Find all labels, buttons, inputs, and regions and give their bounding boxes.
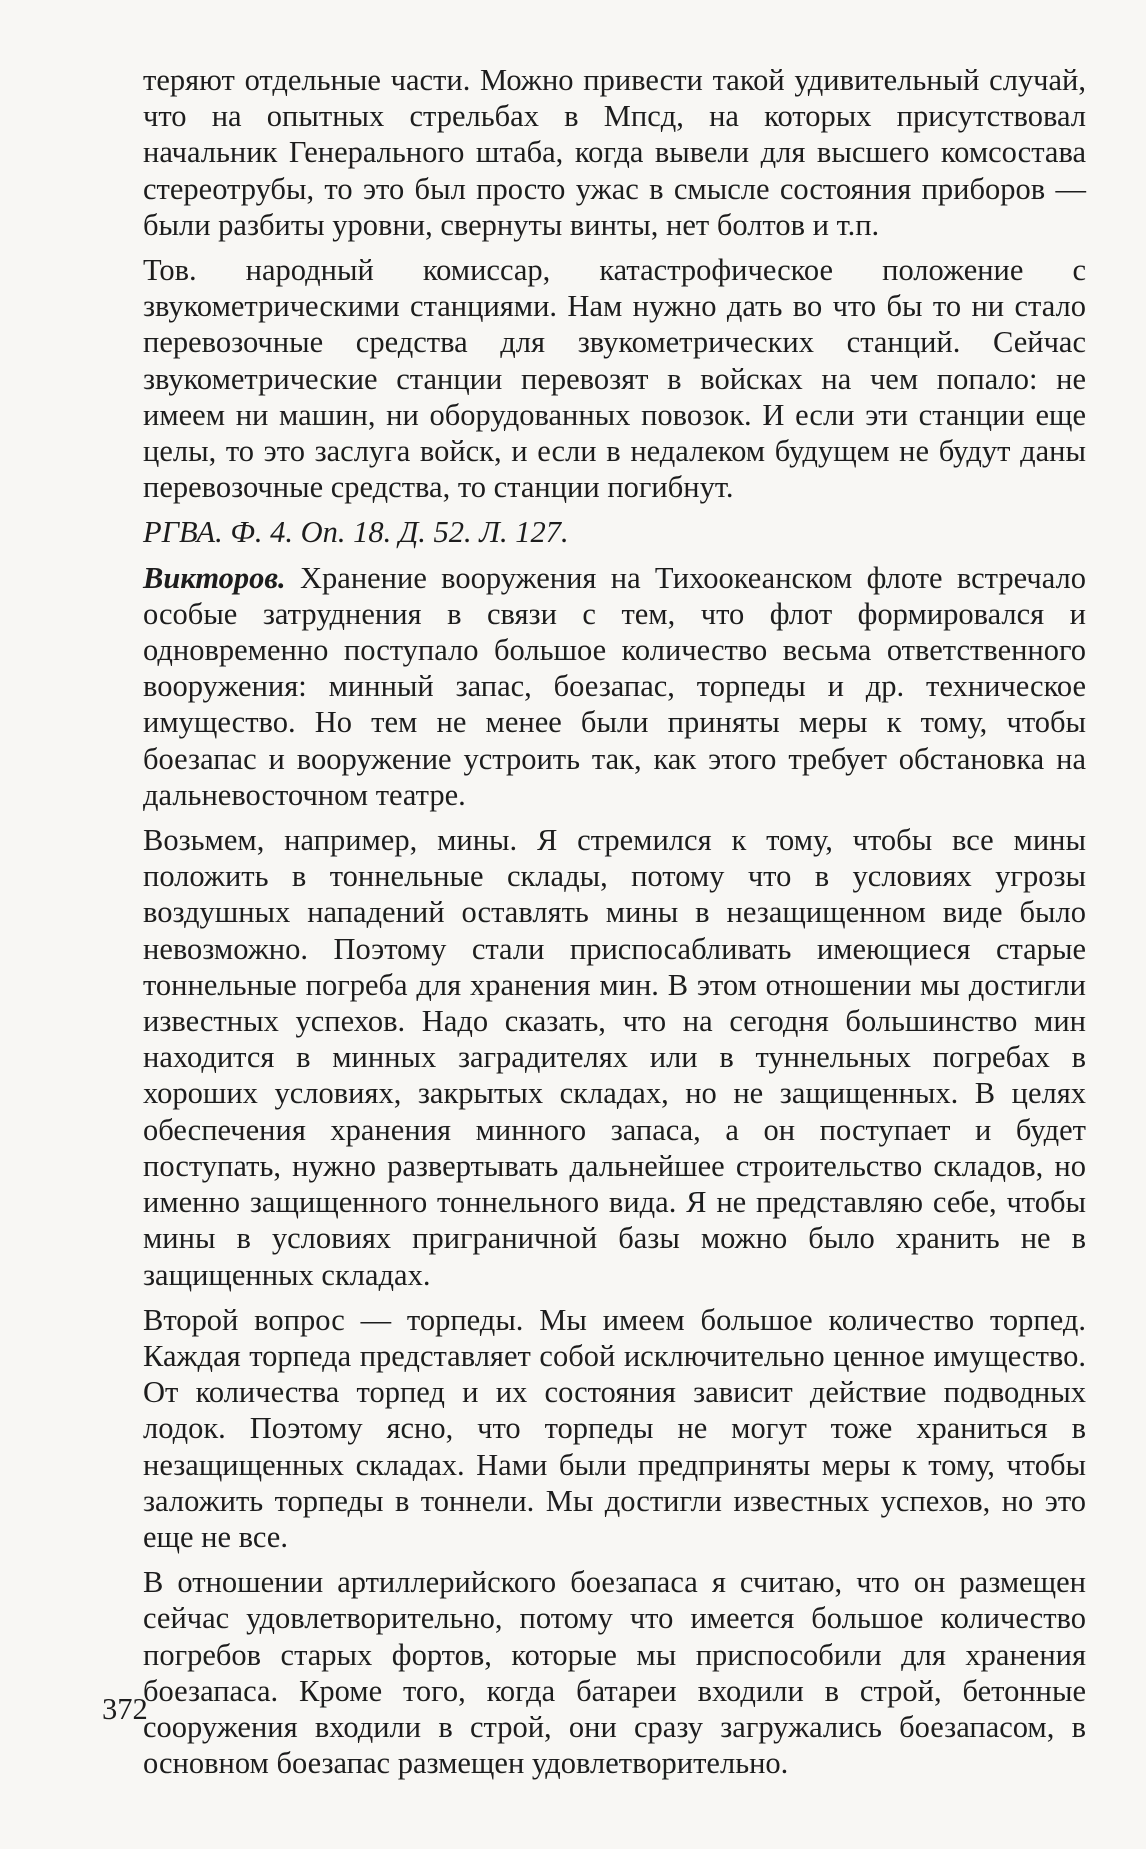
paragraph-torpedoes: Второй вопрос — торпеды. Мы имеем большое количество торпед. Каждая торпеда представляет собой исключительно ценное имущество. От количества торпед и их состояния зависит действие подводных лодок. Поэтому ясно, что торпеды не могут тоже храниться в незащищенных складах. Нами были предприняты меры к тому, чтобы заложить торпеды в тоннели. Мы достигли известных успехов, но это еще не все. [143, 1302, 1086, 1554]
paragraph-artillery: В отношении артиллерийского боезапаса я считаю, что он размещен сейчас удовлетворительно, потому что имеется большое количество погребов старых фортов, которые мы приспособили для хранения боезапаса. Кроме того, когда батареи входили в строй, бетонные сооружения входили в строй, они сразу загружались боезапасом, в основном боезапас размещен удовлетворительно. [143, 1565, 1086, 1781]
speaker-name: Викторов. [143, 560, 286, 595]
paragraph-speaker [143, 560, 1086, 813]
paragraph-2: Тов. народный комиссар, катастрофическое положение с звукометрическими станциями. Нам нужно дать во что бы то ни стало перевозочные средства для звукометрических станций. Сейчас звукометрические станции перевозят в войсках на чем попало: не имеем ни машин, ни оборудованных повозок. И если эти станции еще целы, то это заслуга войск, и если в недалеком будущем не будут даны перевозочные средства, то станции погибнут. [143, 253, 1086, 505]
speaker-paragraph-text: Хранение вооружения на Тихоокеанском флоте встречало особые затруднения в связи с тем, что флот формировался и одновременно поступало большое количество весьма ответственного вооружения: минный запас, боезапас, торпеды и др. техническое имущество. Но тем не менее были приняты меры к тому, чтобы боезапас и вооружение устроить так, как этого требует обстановка на дальневосточном театре. [143, 560, 1086, 812]
page-number: 372 [102, 1692, 148, 1726]
paragraph-1: теряют отдельные части. Можно привести такой удивительный случай, что на опытных стрельбах в Мпсд, на которых присутствовал начальник Генерального штаба, когда вывели для высшего комсостава стереотрубы, то это был просто ужас в смысле состояния приборов — были разбиты уровни, свернуты винты, нет болтов и т.п. [143, 63, 1086, 242]
paragraph-mines: Возьмем, например, мины. Я стремился к тому, чтобы все мины положить в тоннельные склады, потому что в условиях угрозы воздушных нападений оставлять мины в незащищенном виде было невозможно. Поэтому стали приспосабливать имеющиеся старые тоннельные погреба для хранения мин. В этом отношении мы достигли известных успехов. Надо сказать, что на сегодня большинство мин находится в минных заградителях или в туннельных погребах в хороших условиях, закрытых складах, но не защищенных. В целях обеспечения хранения минного запаса, а он поступает и будет поступать, нужно развертывать дальнейшее строительство складов, но именно защищенного тоннельного вида. Я не представляю себе, чтобы мины в условиях приграничной базы можно было хранить не в защищенных складах. [143, 823, 1086, 1292]
page-body [143, 62, 1086, 1790]
archive-reference: РГВА. Ф. 4. Оп. 18. Д. 52. Л. 127. [143, 515, 569, 550]
